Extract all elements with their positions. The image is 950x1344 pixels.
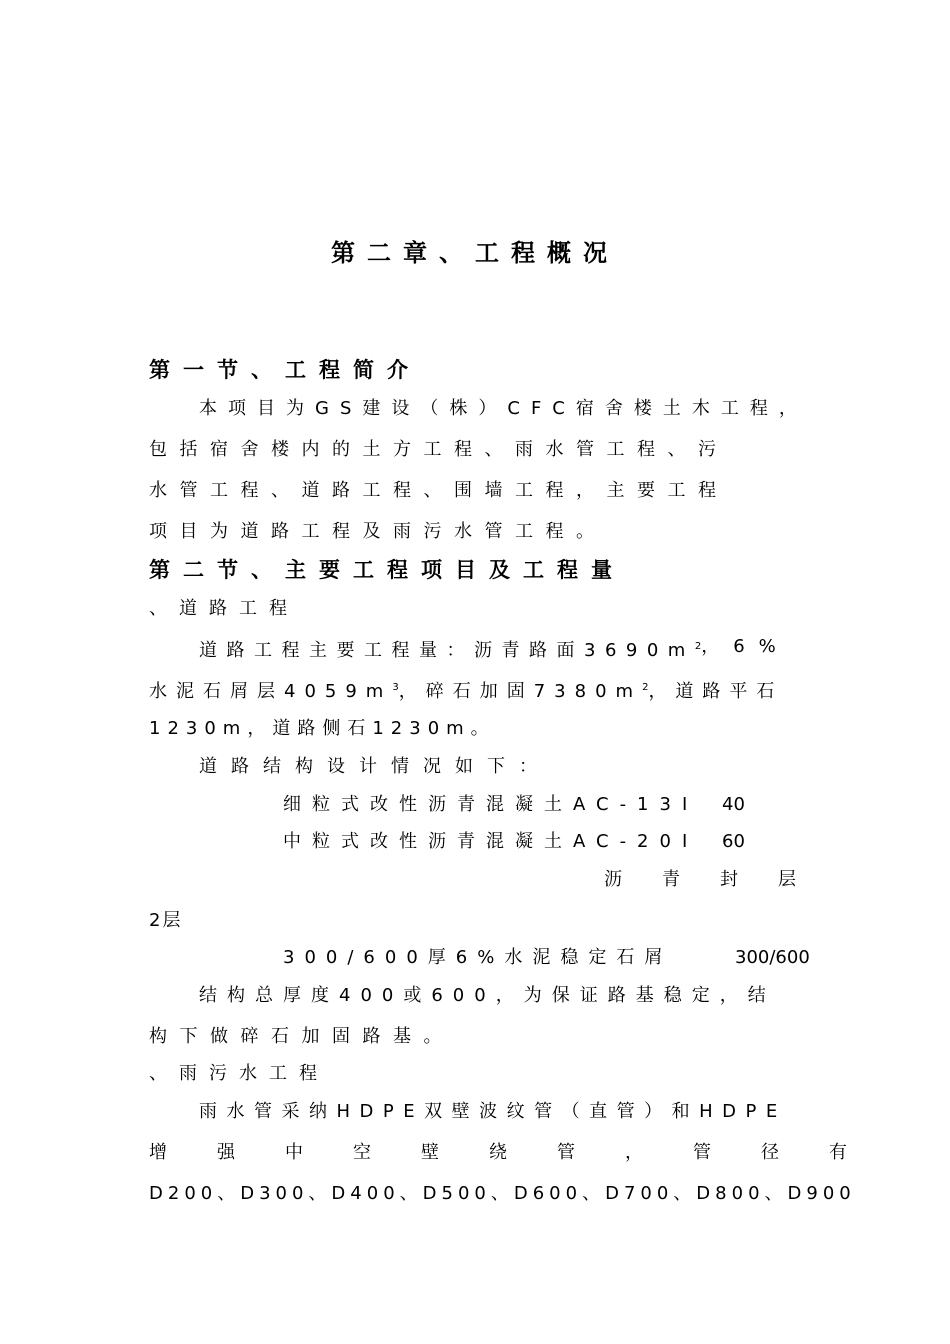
quantity-text: ，道路平石 bbox=[648, 681, 784, 702]
chapter-title: 第二章、工程概况 bbox=[331, 239, 619, 267]
seal-layer-name: 沥青封层 bbox=[604, 869, 836, 890]
layer-value: 300/600 bbox=[735, 947, 810, 968]
paragraph-line: 增强中空壁绕管，管径有 bbox=[149, 1142, 897, 1163]
quantity-text: 道路工程主要工程量：沥青路面3690m bbox=[199, 640, 695, 661]
layer-value: 40 bbox=[722, 794, 745, 815]
superscript: 3 bbox=[392, 682, 399, 693]
section-title-intro: 第一节、工程简介 bbox=[149, 358, 421, 382]
paragraph-line: 包括宿舍楼内的土方工程、雨水管工程、污 bbox=[149, 439, 729, 460]
superscript: 2 bbox=[642, 682, 649, 693]
subsection-title-sewer: 、雨污水工程 bbox=[149, 1063, 329, 1084]
layer-value: 60 bbox=[722, 831, 745, 852]
layer-name: 300/600厚6%水泥稳定石屑 bbox=[283, 947, 673, 968]
paragraph-line: D200、D300、D400、D500、D600、D700、D800、D900 bbox=[149, 1183, 856, 1204]
section-title-quantities: 第二节、主要工程项目及工程量 bbox=[149, 558, 625, 582]
layer-name: 细粒式改性沥青混凝土AC-13I bbox=[283, 794, 699, 815]
seal-layer-count: 2层 bbox=[149, 910, 183, 931]
paragraph-line: 项目为道路工程及雨污水管工程。 bbox=[149, 521, 607, 542]
structure-intro: 道路结构设计情况如下： bbox=[199, 756, 551, 777]
quantity-line-3: 1230m，道路侧石1230m。 bbox=[149, 718, 496, 739]
quantity-line-1 bbox=[199, 635, 789, 663]
paragraph-line: 本项目为GS建设（株）CFC宿舍楼土木工程， bbox=[199, 398, 808, 419]
paragraph-line: 构下做碎石加固路基。 bbox=[149, 1026, 454, 1047]
quantity-text: ，6% bbox=[701, 636, 790, 657]
quantity-text: ，碎石加固7380m bbox=[398, 681, 643, 702]
superscript: 2 bbox=[694, 641, 702, 652]
quantity-text: 水泥石屑层4059m bbox=[149, 681, 393, 702]
paragraph-line: 雨水管采纳HDPE双壁波纹管（直管）和HDPE bbox=[199, 1101, 787, 1122]
layer-name: 中粒式改性沥青混凝土AC-20I bbox=[283, 831, 699, 852]
subsection-title-road: 、道路工程 bbox=[149, 598, 299, 619]
paragraph-line: 结构总厚度400或600，为保证路基稳定，结 bbox=[199, 985, 776, 1006]
paragraph-line: 水管工程、道路工程、围墙工程，主要工程 bbox=[149, 480, 729, 501]
quantity-line-2 bbox=[149, 676, 783, 704]
